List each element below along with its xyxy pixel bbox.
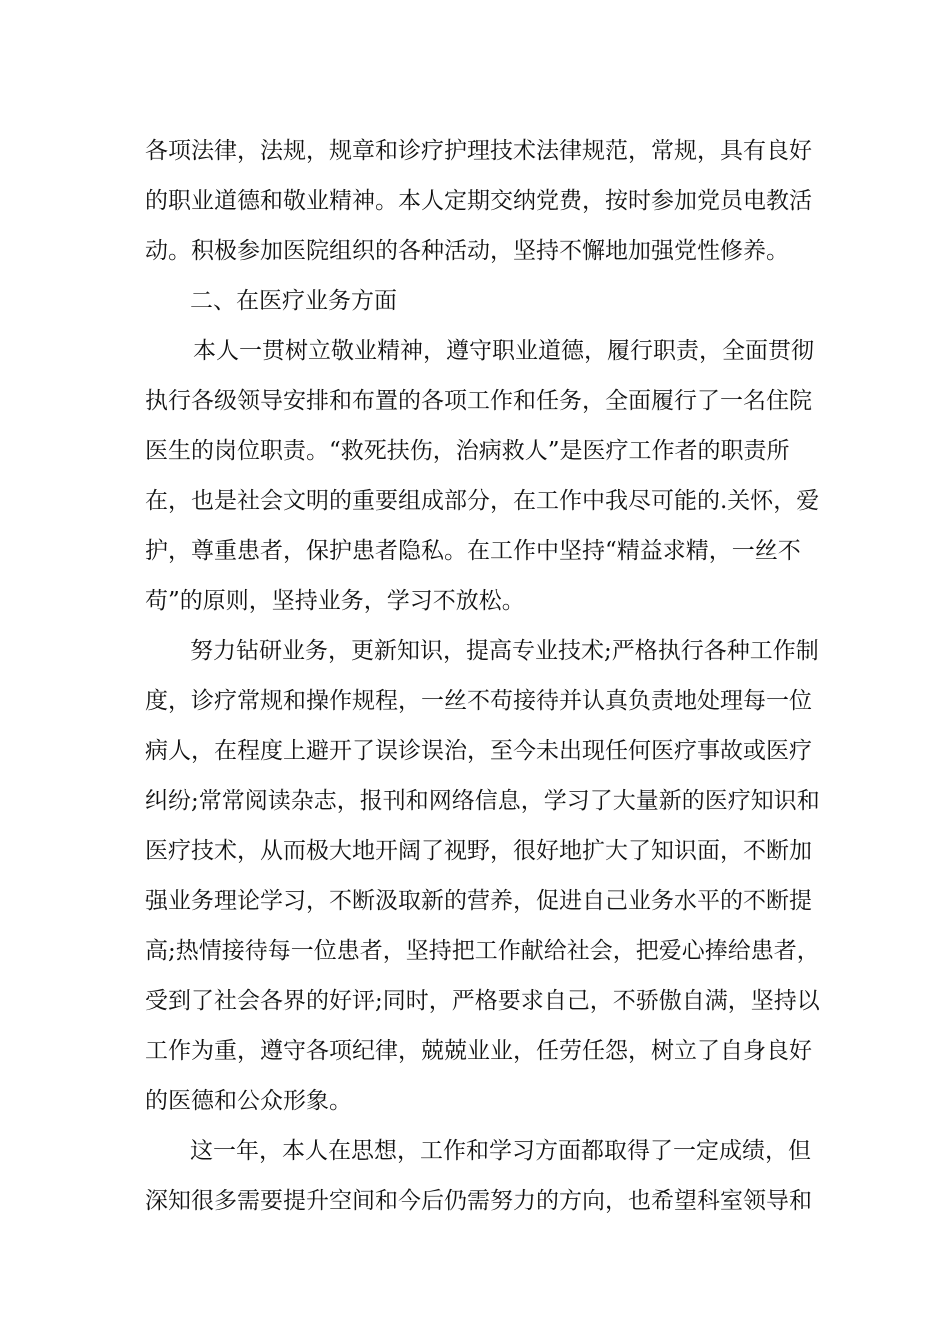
body-line: 在，也是社会文明的重要组成部分，在工作中我尽可能的.关怀，爱 bbox=[145, 488, 820, 514]
body-line: 医生的岗位职责。“救死扶伤，治病救人”是医疗工作者的职责所 bbox=[145, 438, 790, 464]
body-line: 执行各级领导安排和布置的各项工作和任务，全面履行了一名住院 bbox=[145, 388, 812, 414]
body-line: 度，诊疗常规和操作规程，一丝不苟接待并认真负责地处理每一位 bbox=[145, 688, 812, 714]
body-line: 本人一贯树立敬业精神，遵守职业道德，履行职责，全面贯彻 bbox=[193, 338, 814, 364]
body-line: 苟”的原则，坚持业务，学习不放松。 bbox=[145, 588, 525, 614]
section-heading: 二、在医疗业务方面 bbox=[190, 288, 397, 314]
body-line: 这一年，本人在思想，工作和学习方面都取得了一定成绩，但 bbox=[190, 1138, 811, 1164]
body-line: 的职业道德和敬业精神。本人定期交纳党费，按时参加党员电教活 bbox=[145, 188, 812, 214]
body-line: 动。积极参加医院组织的各种活动，坚持不懈地加强党性修养。 bbox=[145, 238, 789, 264]
body-line: 纠纷;常常阅读杂志，报刊和网络信息，学习了大量新的医疗知识和 bbox=[145, 788, 820, 814]
body-line: 护，尊重患者，保护患者隐私。在工作中坚持“精益求精，一丝不 bbox=[145, 538, 801, 564]
body-line: 医疗技术，从而极大地开阔了视野，很好地扩大了知识面，不断加 bbox=[145, 838, 812, 864]
body-line: 努力钻研业务，更新知识，提高专业技术;严格执行各种工作制 bbox=[190, 638, 819, 664]
body-line: 工作为重，遵守各项纪律，兢兢业业，任劳任怨，树立了自身良好 bbox=[145, 1038, 812, 1064]
body-line: 高;热情接待每一位患者，坚持把工作献给社会，把爱心捧给患者， bbox=[145, 938, 820, 964]
body-line: 受到了社会各界的好评;同时，严格要求自己，不骄傲自满，坚持以 bbox=[145, 988, 820, 1014]
body-line: 深知很多需要提升空间和今后仍需努力的方向，也希望科室领导和 bbox=[145, 1188, 812, 1214]
body-line: 各项法律，法规，规章和诊疗护理技术法律规范，常规，具有良好 bbox=[145, 138, 812, 164]
document-body bbox=[145, 126, 820, 1226]
body-line: 病人，在程度上避开了误诊误治，至今未出现任何医疗事故或医疗 bbox=[145, 738, 812, 764]
body-line: 的医德和公众形象。 bbox=[145, 1088, 352, 1114]
body-line: 强业务理论学习，不断汲取新的营养，促进自己业务水平的不断提 bbox=[145, 888, 812, 914]
